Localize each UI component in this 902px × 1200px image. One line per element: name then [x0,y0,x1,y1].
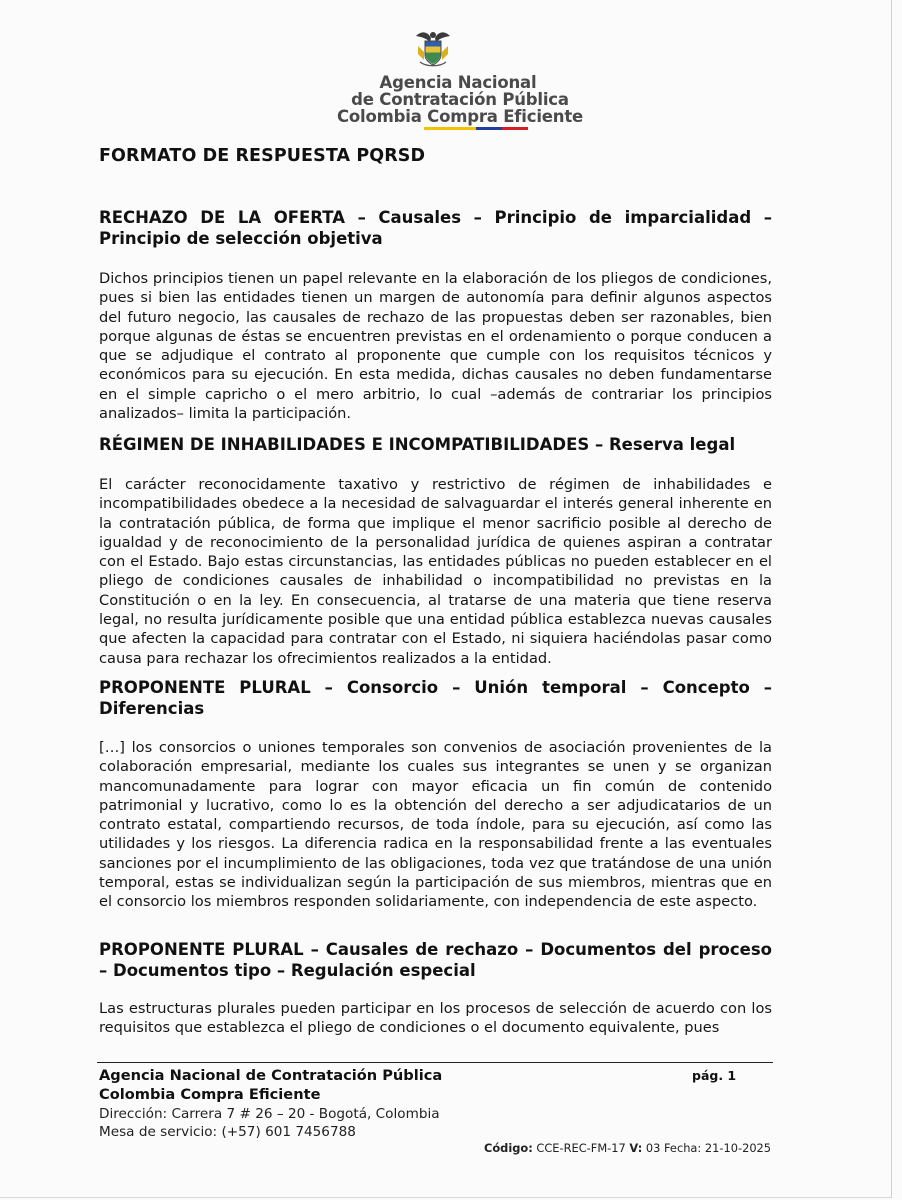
code-value: CCE-REC-FM-17 [532,1141,630,1155]
agency-name-line3: Colombia Compra Eficiente [337,107,583,126]
document-title: FORMATO DE RESPUESTA PQRSD [99,146,426,166]
flag-blue-stripe [476,127,502,130]
section-heading-proponente-plural-consorcio: PROPONENTE PLURAL – Consorcio – Unión temporal – Concepto – Diferencias [99,678,772,718]
section-heading-rechazo-oferta: RECHAZO DE LA OFERTA – Causales – Principio de imparcialidad – Principio de selección objetiva [99,208,772,248]
section-heading-inhabilidades: RÉGIMEN DE INHABILIDADES E INCOMPATIBILIDADES – Reserva legal [99,435,736,454]
section-body-proponente-plural-consorcio: […] los consorcios o uniones temporales son convenios de asociación provenientes de la colaboración empresarial, mediante los cuales sus integrantes se unen y se organizan mancomunadamente para lograr con mayor eficacia un fin común de contenido patrimonial y lucrativo, como lo es la obtención del derecho a ser adjudicatarios de un contrato estatal, compartiendo recursos, de toda índole, para su ejecución, así como las utilidades y los riesgos. La diferencia radica en la responsabilidad frente a las eventuales sanciones por el incumplimiento de las obligaciones, toda vez que tratándose de una unión temporal, estas se individualizan según la participación de sus miembros, mientras que en el consorcio los miembros responden solidariamente, con independencia de este aspecto. [99,739,772,911]
version-label: V: [629,1141,643,1155]
footer-divider [97,1062,773,1063]
coat-of-arms-icon [412,26,454,70]
version-date-value: 03 Fecha: 21-10-2025 [642,1141,772,1155]
section-body-inhabilidades: El carácter reconocidamente taxativo y restrictivo de régimen de inhabilidades e incompatibilidades obedece a la necesidad de salvaguardar el interés general inherente en la contratación pública, de forma que implique el menor sacrificio posible al derecho de igualdad y de reconocimiento de la personalidad jurídica de quienes aspiran a contratar con el Estado. Bajo estas circunstancias, las entidades públicas no pueden establecer en el pliego de condiciones causales de inhabilidad o incompatibilidad no previstas en la Constitución o en la ley. En consecuencia, al tratarse de una materia que tiene reserva legal, no resulta jurídicamente posible que una entidad pública establezca nuevas causales que afecten la capacidad para contratar con el Estado, ni siquiera haciéndolas pasar como causa para rechazar los ofrecimientos realizados a la entidad. [99,476,772,667]
footer-service-desk: Mesa de servicio: (+57) 601 7456788 [99,1124,356,1140]
flag-yellow-stripe [424,127,476,130]
footer-address: Dirección: Carrera 7 # 26 – 20 - Bogotá, Colombia [99,1106,440,1122]
agency-name-line1: Agencia Nacional [379,73,537,92]
flag-color-bar [424,127,528,130]
agency-name-line2: de Contratación Pública [351,90,569,109]
page-number: pág. 1 [692,1068,737,1083]
footer-org-name: Agencia Nacional de Contratación Pública [99,1067,443,1084]
section-body-rechazo-oferta: Dichos principios tienen un papel relevante en la elaboración de los pliegos de condiciones, pues si bien las entidades tienen un margen de autonomía para definir algunos aspectos del futuro negocio, las causales de rechazo de las propuestas deben ser razonables, bien porque algunas de éstas se encuentren previstas en el ordenamiento o porque conducen a que se adjudique el contrato al proponente que cumple con los requisitos técnicos y económicos para su ejecución. En esta medida, dichas causales no deben fundamentarse en el simple capricho o el mero arbitrio, lo cual –además de contrariar los principios analizados– limita la participación. [99,270,772,423]
code-label: Código: [484,1141,533,1155]
document-code [484,1141,771,1155]
section-body-proponente-plural-rechazo: Las estructuras plurales pueden participar en los procesos de selección de acuerdo con los requisitos que establezca el pliego de condiciones o el documento equivalente, pues [99,1000,772,1037]
agency-logo [300,24,600,134]
footer-org-subname: Colombia Compra Eficiente [99,1086,321,1103]
flag-red-stripe [502,127,528,130]
section-heading-proponente-plural-rechazo: PROPONENTE PLURAL – Causales de rechazo – Documentos del proceso – Documentos tipo – Regulación especial [99,940,772,980]
